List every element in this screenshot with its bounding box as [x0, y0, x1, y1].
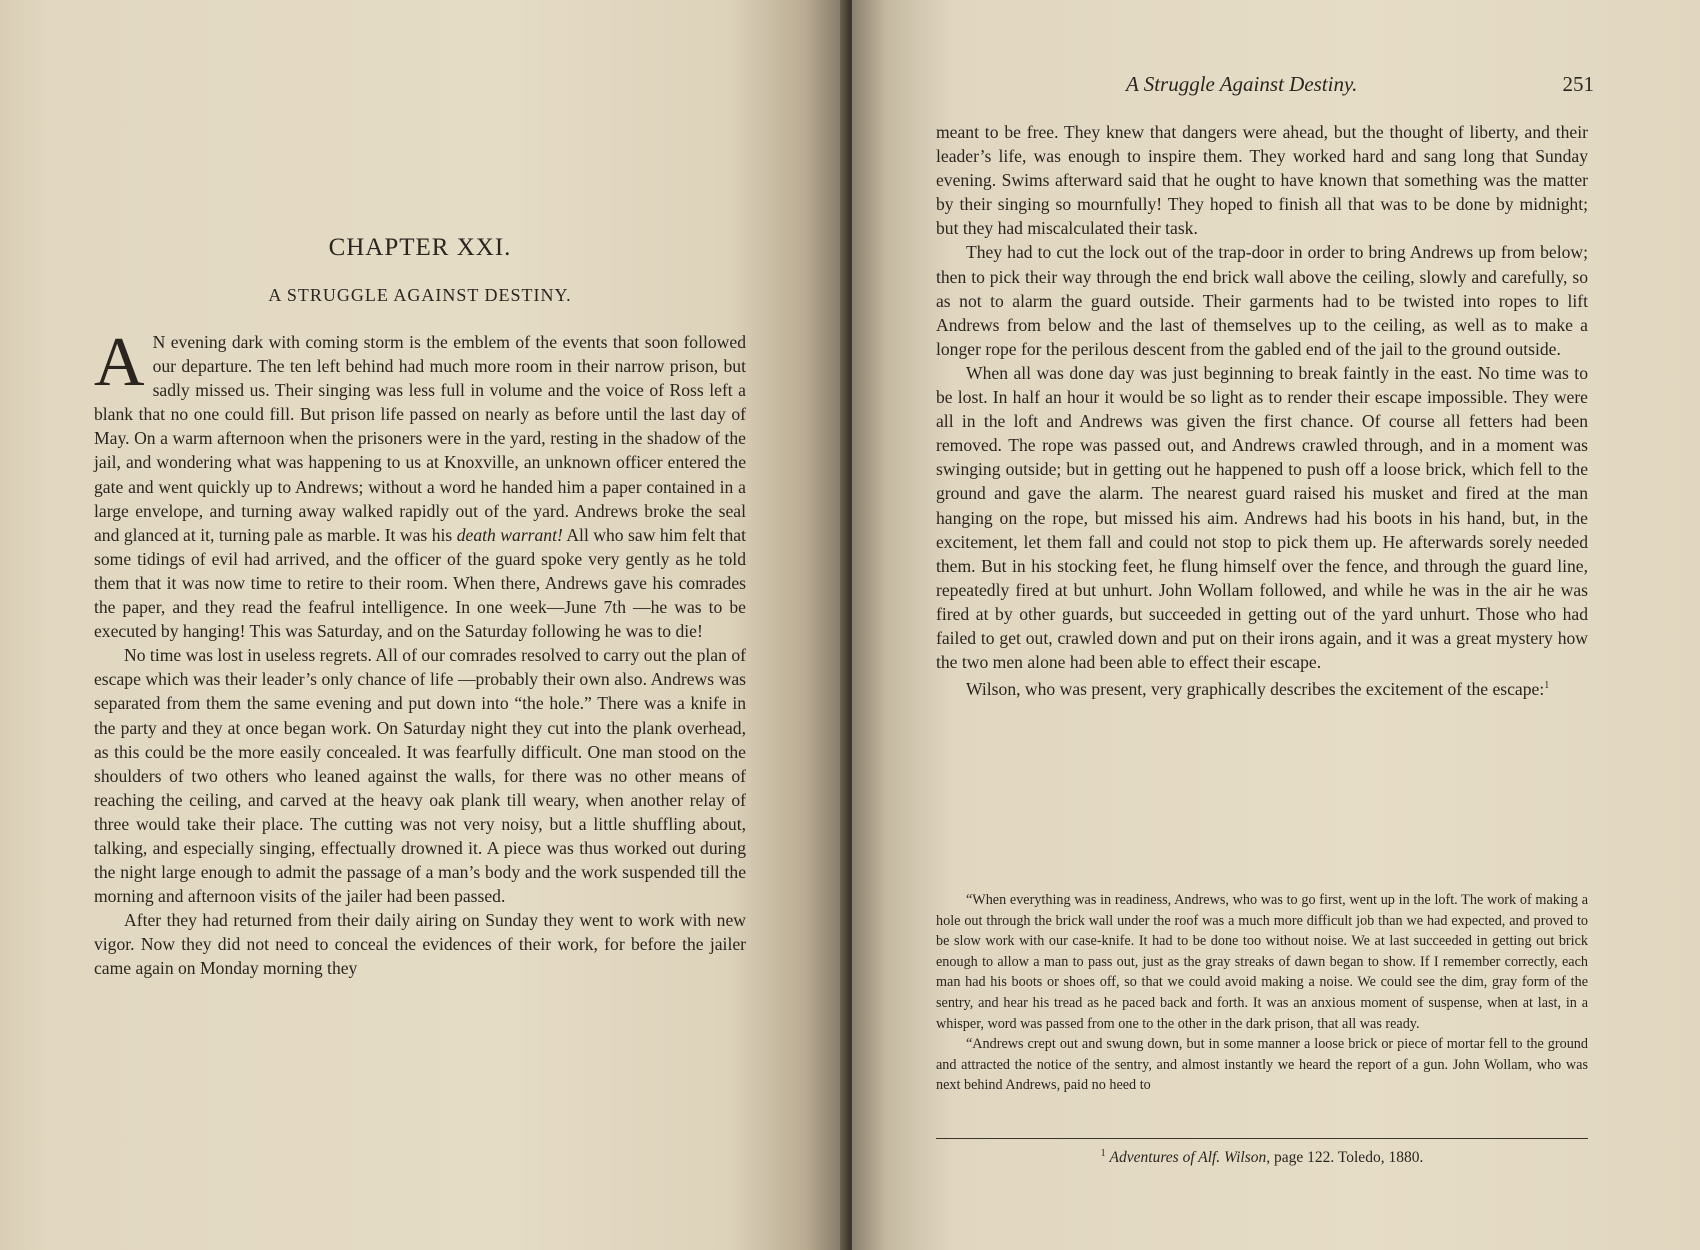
right-paragraph-1: meant to be free. They knew that dangers were ahead, but the thought of liberty, and their leader’s life, was enough to inspire them. They worked hard and sang long that Sunday evening. Swims afterward said that he ought to have known that something was the matter by their singing so mournfully! They hoped to finish all that was to be done by midnight; but they had miscalculated their task.	[936, 122, 1588, 239]
quote-paragraph-1: “When everything was in readiness, Andrews, who was to go first, went up in the loft. The work of making a hole out through the brick wall under the roof was a much more difficult job than we had expected, and proved to be slow work with our case-knife. It had to be done too without noise. We at last succeeded in getting out brick enough to allow a man to pass out, just as the gray streaks of dawn began to show. If I remember correctly, each man had his boots or shoes off, so that we could avoid making a noise. We could see the dim, gray form of the sentry, and hear his tread as he paced back and forth. It was an anxious moment of suspense, when at last, in a whisper, word was passed from one to the other in the dark prison, that all was ready.	[936, 892, 1588, 1032]
right-page	[852, 0, 1700, 1250]
chapter-subtitle: A STRUGGLE AGAINST DESTINY.	[268, 285, 572, 305]
left-paragraph-3: After they had returned from their daily airing on Sunday they went to work with new vigor. Now they did not need to conceal the evidences of their work, for before the jailer came again on Monday morning they	[94, 910, 746, 979]
block-quote	[936, 890, 1588, 1096]
drop-cap: A	[94, 324, 145, 401]
footnote-reference: 1	[1544, 680, 1550, 692]
footnote-source-title: Adventures of Alf. Wilson,	[1109, 1149, 1271, 1167]
death-warrant-emphasis: death warrant!	[456, 524, 563, 545]
footnote-marker: 1	[1100, 1148, 1106, 1159]
right-paragraph-3: When all was done day was just beginning to break faintly in the east. No time was to be lost. In half an hour it would be so light as to render their escape impossible. They were all in the loft and Andrews was given the first chance. Of course all fetters had been removed. The rope was passed out, and Andrews crawled through, and in a moment was swinging outside; but in getting out he happened to push off a loose brick, which fell to the ground and gave the alarm. The nearest guard raised his musket and fired at the man hanging on the rope, but missed his aim. Andrews had his boots in his hand, but, in the excitement, let them fall and could not stop to pick them up. He afterwards sorely needed them. But in his stocking feet, he flung himself over the fence, and through the guard line, repeatedly fired at but unhurt. John Wollam followed, and while he was in the air he was fired at by other guards, but succeeded in getting out of the yard unhurt. Those who had failed to get out, crawled down and put on their irons again, and it was a great mystery how the two men alone had been able to effect their escape.	[936, 362, 1588, 673]
footnote	[936, 1148, 1588, 1167]
left-paragraph-2: No time was lost in useless regrets. All of our comrades resolved to carry out the plan of escape which was their leader’s only chance of life —probably their own also. Andrews was separated from them the same evening and put down into “the hole.” There was a knife in the party and they at once began work. On Saturday night they cut into the plank overhead, as this could be the more easily concealed. It was fearfully difficult. One man stood on the shoulders of two others who leaned against the walls, for there was no other means of reaching the ceiling, and carved at the heavy oak plank till weary, when another relay of three would take their place. The cutting was not very noisy, but a little shuffling about, talking, and especially singing, effectually drowned it. A piece was thus worked out during the night large enough to admit the passage of a man’s body and the work suspended till the morning and afternoon visits of the jailer had been passed.	[94, 645, 746, 907]
left-paragraph-1	[94, 324, 746, 643]
right-paragraph-4	[936, 674, 1588, 701]
quote-paragraph-2: “Andrews crept out and swung down, but in some manner a loose brick or piece of mortar fell to the ground and attracted the notice of the sentry, and almost instantly we heard the report of a gun. John Wollam, who was next behind Andrews, paid no heed to	[936, 1036, 1588, 1094]
right-paragraph-2: They had to cut the lock out of the trap-door in order to bring Andrews up from below; then to pick their way through the end brick wall above the ceiling, slowly and carefully, so as not to alarm the guard outside. Their garments had to be twisted into ropes to lift Andrews from below and the last of themselves up to the ceiling, as well as to make a longer rope for the perilous descent from the gabled end of the jail to the ground outside.	[936, 242, 1588, 359]
page-number: 251	[1562, 72, 1594, 96]
left-page	[0, 0, 848, 1250]
left-paragraph-1-part-2: All who saw him felt that some tidings of evil had arrived, and the officer of the guard spoke very gently as he told them that it was now time to retire to their room. When there, Andrews gave his comrades the paper, and they read the feafrul intelligence. In one week—June 7th —he was to be executed by hanging! This was Saturday, and on the Saturday following he was to die!	[94, 524, 746, 642]
page-header	[936, 72, 1594, 100]
right-body-text	[936, 120, 1588, 701]
footnote-rule	[936, 1138, 1588, 1139]
running-head: A Struggle Against Destiny.	[1126, 72, 1358, 96]
chapter-title: CHAPTER XXI.	[328, 234, 512, 261]
left-paragraph-1-part-1: N evening dark with coming storm is the emblem of the events that soon followed our departure. The ten left behind had much more room in their narrow prison, but sadly missed us. Their singing was less full in volume and the voice of Ross left a blank that no one could fill. But prison life passed on nearly as before until the last day of May. On a warm afternoon when the prisoners were in the yard, resting in the shadow of the jail, and wondering what was happening to us at Knoxville, an unknown officer entered the gate and went quickly up to Andrews; without a word he handed him a paper contained in a large envelope, and turning away walked rapidly out of the yard. Andrews broke the seal and glanced at it, turning pale as marble. It was his	[94, 332, 746, 545]
left-body-text	[94, 324, 746, 981]
right-paragraph-4-text: Wilson, who was present, very graphically describes the excitement of the escape:	[966, 679, 1545, 700]
footnote-source-details: page 122. Toledo, 1880.	[1274, 1149, 1424, 1167]
